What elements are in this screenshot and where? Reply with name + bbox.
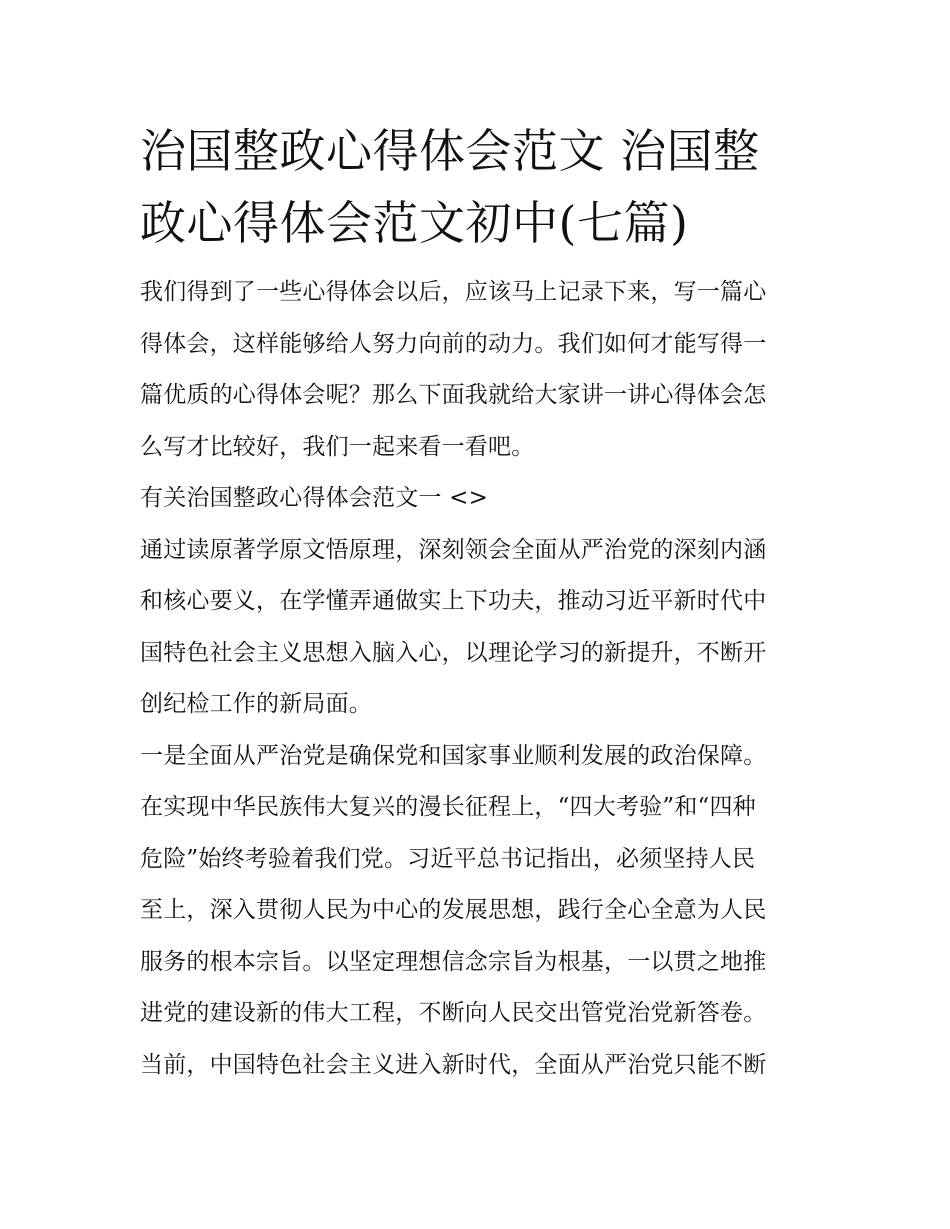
body-line: 危险”始终考验着我们党。习近平总书记指出，必须坚持人民 xyxy=(140,845,756,872)
section-heading: 有关治国整政心得体会范文一 <> xyxy=(140,485,489,511)
body-line: 创纪检工作的新局面。 xyxy=(140,691,372,717)
body-line: 我们得到了一些心得体会以后，应该马上记录下来，写一篇心 xyxy=(140,279,767,305)
document-page xyxy=(140,115,812,1091)
document-body xyxy=(140,267,812,1091)
body-line: 当前，中国特色社会主义进入新时代，全面从严治党只能不断 xyxy=(140,1051,767,1078)
document-title xyxy=(140,115,812,259)
body-line: 和核心要义，在学懂弄通做实上下功夫，推动习近平新时代中 xyxy=(140,588,767,614)
title-line-1: 治国整政心得体会范文 治国整 xyxy=(140,124,760,178)
body-line: 通过读原著学原文悟原理，深刻领会全面从严治党的深刻内涵 xyxy=(140,536,767,563)
title-line-2: 政心得体会范文初中(七篇) xyxy=(140,196,689,250)
body-line: 么写才比较好，我们一起来看一看吧。 xyxy=(140,433,535,460)
body-line: 至上，深入贯彻人民为中心的发展思想，践行全心全意为人民 xyxy=(140,897,767,923)
body-line: 一是全面从严治党是确保党和国家事业顺利发展的政治保障。 xyxy=(140,742,767,769)
body-line: 在实现中华民族伟大复兴的漫长征程上，“四大考验”和“四种 xyxy=(140,794,756,820)
body-line: 国特色社会主义思想入脑入心，以理论学习的新提升，不断开 xyxy=(140,639,767,666)
body-line: 得体会，这样能够给人努力向前的动力。我们如何才能写得一 xyxy=(140,330,767,357)
body-line: 篇优质的心得体会呢？那么下面我就给大家讲一讲心得体会怎 xyxy=(140,382,767,408)
body-line: 服务的根本宗旨。以坚定理想信念宗旨为根基，一以贯之地推 xyxy=(140,948,767,975)
body-line: 进党的建设新的伟大工程，不断向人民交出管党治党新答卷。 xyxy=(140,1000,767,1026)
